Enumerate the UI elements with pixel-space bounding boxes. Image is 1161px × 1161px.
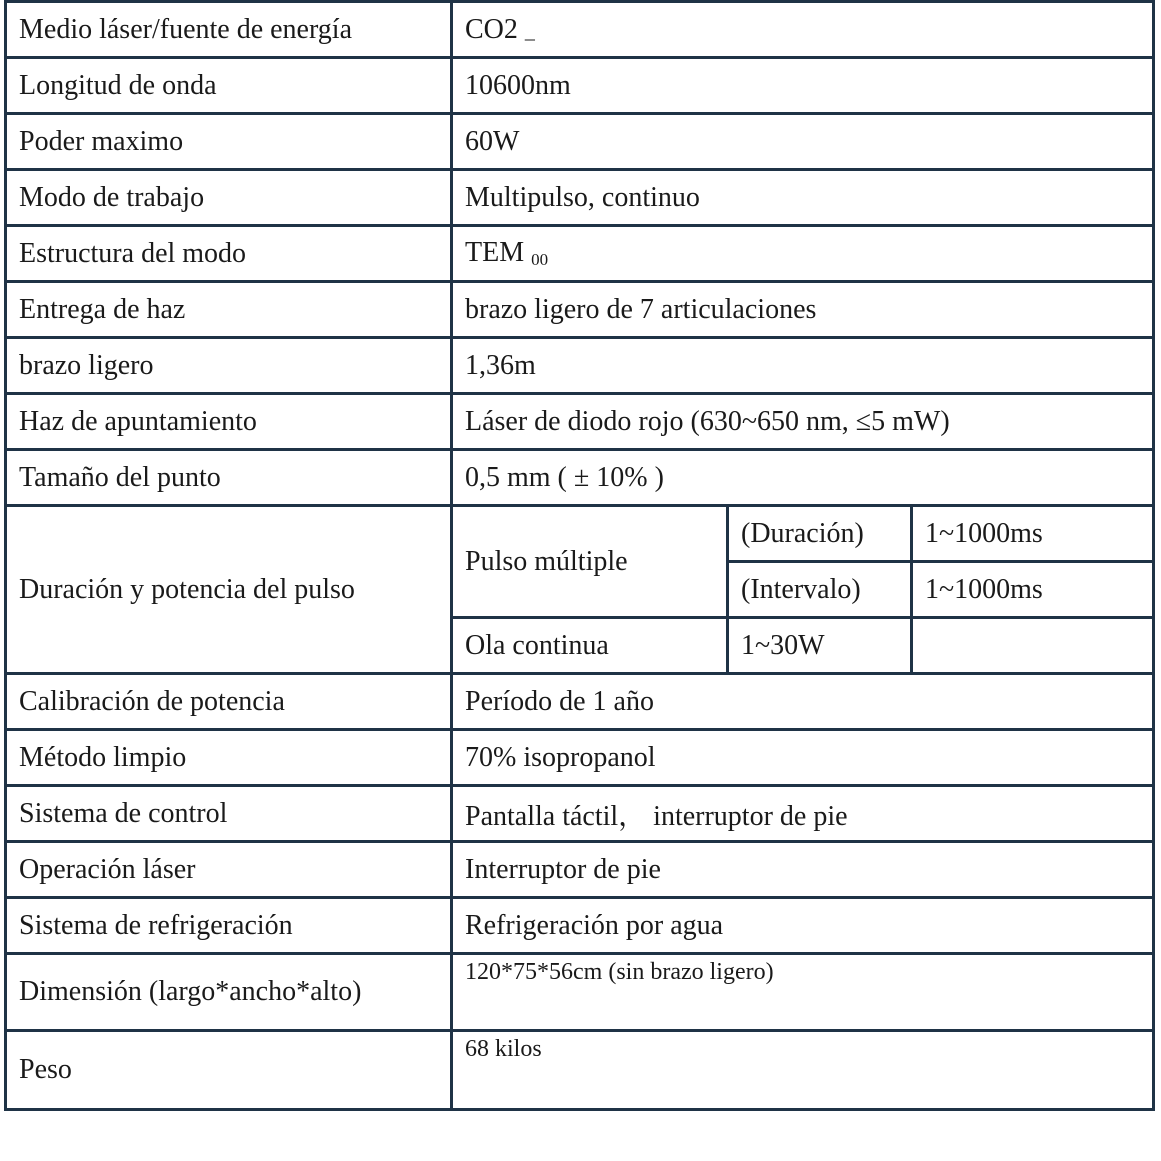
row-label: Modo de trabajo	[6, 170, 452, 226]
pulse-label: Duración y potencia del pulso	[6, 506, 452, 674]
pulse-multi-label: Pulso múltiple	[452, 506, 728, 618]
row-label: Haz de apuntamiento	[6, 394, 452, 450]
row-value: brazo ligero de 7 articulaciones	[452, 282, 1154, 338]
row-value: 0,5 mm ( ± 10% )	[452, 450, 1154, 506]
table-row	[6, 338, 1154, 394]
row-value: Período de 1 año	[452, 674, 1154, 730]
row-value: 10600nm	[452, 58, 1154, 114]
pulse-duration-value: 1~1000ms	[912, 506, 1154, 562]
row-value: TEM $_{00}$	[452, 226, 1154, 282]
table-row	[6, 58, 1154, 114]
table-row	[6, 282, 1154, 338]
row-label: Longitud de onda	[6, 58, 452, 114]
row-label: Estructura del modo	[6, 226, 452, 282]
table-row	[6, 674, 1154, 730]
row-label: brazo ligero	[6, 338, 452, 394]
table-row	[6, 506, 1154, 562]
table-row	[6, 114, 1154, 170]
table-row	[6, 226, 1154, 282]
table-row	[6, 450, 1154, 506]
row-label: Entrega de haz	[6, 282, 452, 338]
row-label: Peso	[6, 1031, 452, 1110]
table-row	[6, 730, 1154, 786]
row-value: CO2 _	[452, 2, 1154, 58]
table-row	[6, 898, 1154, 954]
row-value: Refrigeración por agua	[452, 898, 1154, 954]
row-label: Tamaño del punto	[6, 450, 452, 506]
table-row	[6, 394, 1154, 450]
table-row	[6, 954, 1154, 1031]
pulse-continuous-label: Ola continua	[452, 618, 728, 674]
empty-cell	[912, 618, 1154, 674]
row-value: 60W	[452, 114, 1154, 170]
row-label: Sistema de refrigeración	[6, 898, 452, 954]
row-label: Poder maximo	[6, 114, 452, 170]
row-label: Dimensión (largo*ancho*alto)	[6, 954, 452, 1031]
row-value: 120*75*56cm (sin brazo ligero)	[452, 954, 1154, 1031]
row-value: Láser de diodo rojo (630~650 nm, ≤5 mW)	[452, 394, 1154, 450]
row-value: Multipulso, continuo	[452, 170, 1154, 226]
row-value: 70% isopropanol	[452, 730, 1154, 786]
table-row	[6, 2, 1154, 58]
row-label: Operación láser	[6, 842, 452, 898]
pulse-interval-label: (Intervalo)	[728, 562, 912, 618]
spec-table	[4, 0, 1155, 1111]
pulse-interval-value: 1~1000ms	[912, 562, 1154, 618]
row-value: 1,36m	[452, 338, 1154, 394]
pulse-duration-label: (Duración)	[728, 506, 912, 562]
table-row	[6, 786, 1154, 842]
row-value: 68 kilos	[452, 1031, 1154, 1110]
pulse-continuous-value: 1~30W	[728, 618, 912, 674]
row-label: Sistema de control	[6, 786, 452, 842]
row-value: Interruptor de pie	[452, 842, 1154, 898]
row-label: Método limpio	[6, 730, 452, 786]
row-label: Medio láser/fuente de energía	[6, 2, 452, 58]
row-label: Calibración de potencia	[6, 674, 452, 730]
spec-sheet	[4, 0, 1152, 1111]
table-row	[6, 1031, 1154, 1110]
table-row	[6, 842, 1154, 898]
row-value: Pantalla táctil， interruptor de pie	[452, 786, 1154, 842]
table-row	[6, 170, 1154, 226]
